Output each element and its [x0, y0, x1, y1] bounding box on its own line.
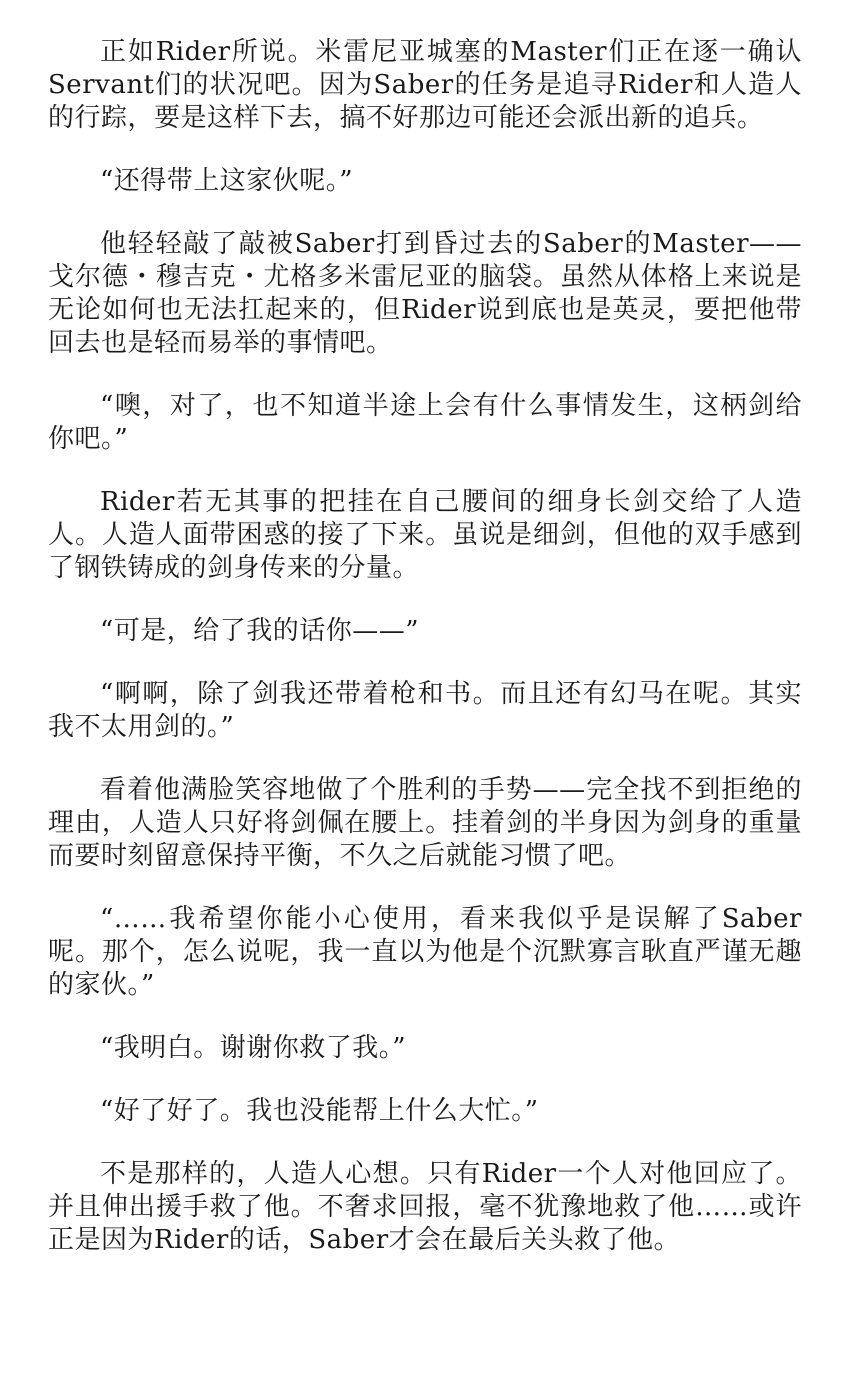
paragraph: 他轻轻敲了敲被Saber打到昏过去的Saber的Master——戈尔德・穆吉克・尤格多米雷尼亚的脑袋。虽然从体格上来说是无论如何也无法扛起来的，但Rider说到底也是英灵，要把他带回去也是轻而易举的事情吧。 — [48, 229, 802, 358]
dialogue-paragraph: “……我希望你能小心使用，看来我似乎是误解了Saber呢。那个，怎么说呢，我一直以为他是个沉默寡言耿直严谨无趣的家伙。” — [48, 904, 802, 1000]
paragraph: 看着他满脸笑容地做了个胜利的手势——完全找不到拒绝的理由，人造人只好将剑佩在腰上。挂着剑的半身因为剑身的重量而要时刻留意保持平衡，不久之后就能习惯了吧。 — [48, 775, 802, 871]
paragraph: Rider若无其事的把挂在自己腰间的细身长剑交给了人造人。人造人面带困惑的接了下来。虽说是细剑，但他的双手感到了钢铁铸成的剑身传来的分量。 — [48, 487, 802, 583]
dialogue-paragraph: “可是，给了我的话你——” — [100, 616, 420, 646]
dialogue-paragraph: “噢，对了，也不知道半途上会有什么事情发生，这柄剑给你吧。” — [48, 391, 802, 454]
dialogue-paragraph: “还得带上这家伙呢。” — [100, 166, 354, 196]
dialogue-paragraph: “我明白。谢谢你救了我。” — [100, 1033, 407, 1063]
paragraph: 正如Rider所说。米雷尼亚城塞的Master们正在逐一确认Servant们的状况吧。因为Saber的任务是追寻Rider和人造人的行踪，要是这样下去，搞不好那边可能还会派出新的追兵。 — [48, 37, 802, 133]
paragraph: 不是那样的，人造人心想。只有Rider一个人对他回应了。并且伸出援手救了他。不奢求回报，毫不犹豫地救了他……或许正是因为Rider的话，Saber才会在最后关头救了他。 — [48, 1159, 802, 1255]
dialogue-paragraph: “好了好了。我也没能帮上什么大忙。” — [100, 1096, 539, 1126]
dialogue-paragraph: “啊啊，除了剑我还带着枪和书。而且还有幻马在呢。其实我不太用剑的。” — [48, 679, 802, 742]
